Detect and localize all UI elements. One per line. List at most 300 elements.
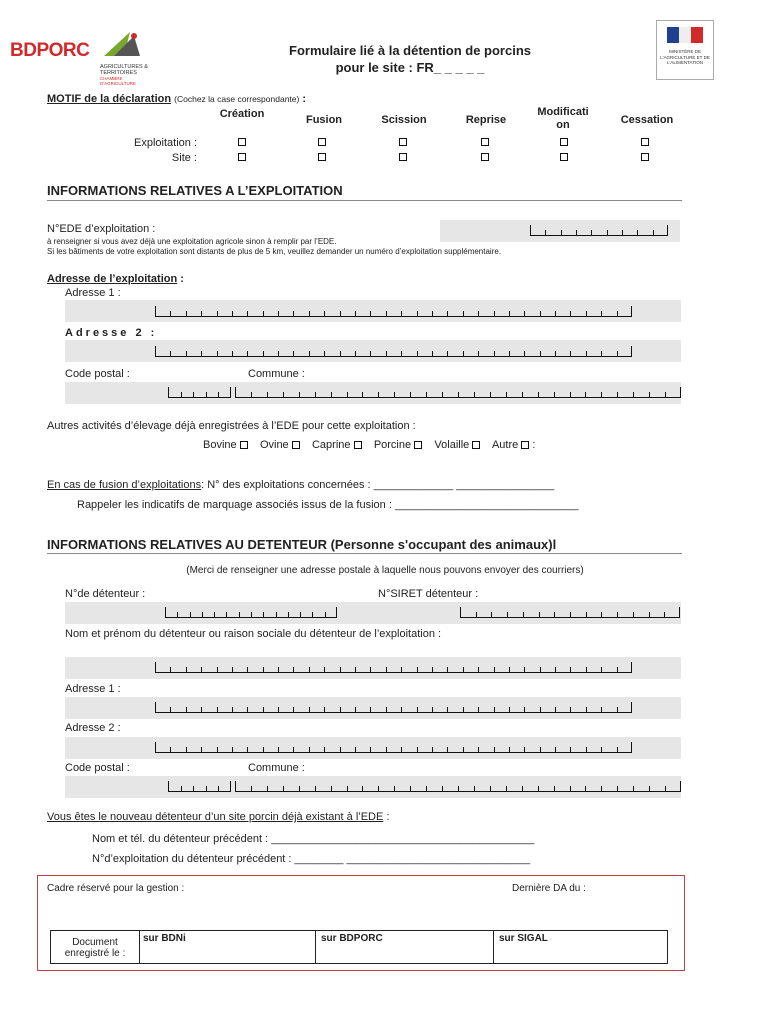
comb-tick [585,786,586,791]
comb-tick [680,387,681,397]
comb-tick [324,667,325,672]
comb-tick [617,747,618,752]
section-exploitation-rule [47,200,682,201]
comb-tick [263,351,264,356]
comb-tick [417,311,418,316]
comb-tick [263,311,264,316]
marking-line[interactable]: Rappeler les indicatifs de marquage associés issus de la fusion : ______________________________ [77,499,579,511]
comb-tick [347,392,348,397]
comb-tick [386,311,387,316]
comb-tick [278,707,279,712]
comb-tick [263,612,264,617]
comb-tick [347,786,348,791]
comb-tick [617,786,618,791]
comb-tick [426,392,427,397]
comb-tick [601,351,602,356]
comb-tick [201,747,202,752]
comb-tick [474,786,475,791]
previous-holder-number[interactable]: N°d’exploitation du détenteur précédent : ________ ______________________________ [92,853,531,865]
comb-tick [637,230,638,235]
comb-tick [601,612,602,617]
checkbox-site-cessation[interactable] [641,153,649,161]
ede-number-input[interactable] [530,225,668,236]
comb-tick [570,667,571,672]
checkbox-porcine[interactable] [414,441,422,449]
comb-tick [155,306,156,316]
comb-tick [214,612,215,617]
comb-tick [263,667,264,672]
species-autre-label: Autre [491,439,519,451]
checkbox-exploitation-fusion[interactable] [318,138,326,146]
species-ovine-label: Ovine [259,439,289,451]
page-title-line2: pour le site : FR_ _ _ _ _ [335,60,485,75]
comb-tick [490,786,491,791]
comb-tick [447,311,448,316]
comb-tick [540,351,541,356]
comb-tick [394,786,395,791]
comb-tick [506,392,507,397]
comb-tick [293,747,294,752]
comb-tick [201,351,202,356]
previous-holder-name[interactable]: Nom et tél. du détenteur précédent : ___________________________________________ [92,833,535,845]
comb-tick [247,707,248,712]
comb-tick [633,786,634,791]
comb-tick [622,230,623,235]
bdporc-logo-text: BDPORC [10,40,90,61]
comb-tick [217,707,218,712]
other-activities-label: Autres activités d’élevage déjà enregistrées à l’EDE pour cette exploitation : [47,420,416,432]
comb-tick [288,612,289,617]
comb-tick [155,346,156,356]
comb-tick [432,747,433,752]
comb-tick [386,707,387,712]
comb-tick [664,612,665,617]
species-autre[interactable] [492,439,535,451]
comb-tick [362,786,363,791]
comb-tick [340,351,341,356]
comb-tick [554,392,555,397]
comb-tick [631,742,632,752]
comb-tick [442,392,443,397]
comb-tick [586,707,587,712]
address1-label: Adresse 1 : [65,287,121,299]
comb-tick [309,311,310,316]
comb-tick [278,747,279,752]
comb-tick [570,612,571,617]
species-volaille-label: Volaille [434,439,470,451]
checkbox-ovine[interactable] [292,441,300,449]
comb-tick [293,311,294,316]
comb-tick [494,747,495,752]
commune-label: Commune : [248,368,305,380]
comb-tick [324,351,325,356]
comb-tick [530,225,531,235]
comb-tick [401,747,402,752]
comb-tick [432,351,433,356]
comb-tick [168,387,169,397]
comb-tick [538,786,539,791]
comb-tick [370,667,371,672]
comb-tick [201,667,202,672]
holder-postal-input[interactable] [168,781,231,792]
comb-tick [378,786,379,791]
registration-divider-1 [315,931,316,963]
new-holder-label: Vous êtes le nouveau détenteur d’un site porcin déjà existant à l’EDE [47,811,384,823]
comb-tick [267,392,268,397]
comb-tick [631,346,632,356]
motif-hint: (Cochez la case correspondante) [174,94,300,104]
comb-tick [417,351,418,356]
comb-tick [540,667,541,672]
comb-tick [336,607,337,617]
motif-col-creation: Création [219,108,265,120]
motif-col-cessation: Cessation [620,114,674,126]
comb-tick [278,351,279,356]
postal-code-input[interactable] [168,387,231,398]
checkbox-exploitation-reprise[interactable] [481,138,489,146]
comb-tick [386,667,387,672]
comb-tick [340,707,341,712]
registration-doc-label-1: Document [72,937,118,948]
ede-note-1: à renseigner si vous avez déjà une exploitation agricole sinon à remplir par l’EDE. [47,237,337,246]
comb-tick [458,786,459,791]
holder-name-label: Nom et prénom du détenteur ou raison sociale du détenteur de l’exploitation : [65,628,442,640]
comb-tick [570,392,571,397]
comb-tick [554,786,555,791]
holder-address2-input[interactable] [155,742,632,753]
fusion-label: En cas de fusion d’exploitations [47,479,202,491]
agriculture-logo-sub: CHAMBRE D'AGRICULTURE [100,76,137,86]
agriculture-leaf-icon [100,28,156,58]
species-bovine[interactable] [203,439,248,451]
comb-tick [155,702,156,712]
checkbox-exploitation-creation[interactable] [238,138,246,146]
species-row [203,439,535,451]
comb-tick [474,392,475,397]
comb-tick [386,747,387,752]
comb-tick [165,607,166,617]
comb-tick [201,311,202,316]
comb-tick [324,747,325,752]
comb-tick [539,612,540,617]
comb-tick [586,311,587,316]
comb-tick [478,667,479,672]
comb-tick [202,612,203,617]
comb-tick [586,667,587,672]
comb-tick [463,667,464,672]
comb-tick [601,747,602,752]
comb-tick [570,311,571,316]
address-title-colon: : [180,273,184,285]
comb-tick [555,667,556,672]
comb-tick [278,667,279,672]
comb-tick [251,392,252,397]
comb-tick [555,351,556,356]
french-flag-icon [667,27,703,43]
comb-tick [340,311,341,316]
comb-tick [509,747,510,752]
comb-tick [190,612,191,617]
comb-tick [168,781,169,791]
comb-tick [585,392,586,397]
species-caprine[interactable] [312,439,362,451]
comb-tick [218,392,219,397]
section-exploitation-title: INFORMATIONS RELATIVES A L’EXPLOITATION [47,183,343,198]
motif-col-fusion: Fusion [305,114,343,126]
comb-tick [617,351,618,356]
comb-tick [217,747,218,752]
motif-header [47,93,306,105]
checkbox-site-fusion[interactable] [318,153,326,161]
comb-tick [617,707,618,712]
species-caprine-label: Caprine [311,439,351,451]
comb-tick [649,392,650,397]
comb-tick [355,667,356,672]
address2-label: Adresse 2 : [65,327,158,339]
comb-tick [293,707,294,712]
holder-address1-label: Adresse 1 : [65,683,121,695]
motif-row-site: Site : [171,152,197,164]
fusion-line [47,479,554,491]
comb-tick [263,747,264,752]
comb-tick [355,351,356,356]
comb-tick [555,747,556,752]
comb-tick [555,311,556,316]
comb-tick [410,786,411,791]
comb-tick [523,612,524,617]
comb-tick [524,707,525,712]
species-volaille[interactable] [434,439,480,451]
comb-tick [340,667,341,672]
comb-tick [478,707,479,712]
comb-tick [679,607,680,617]
comb-tick [463,351,464,356]
comb-tick [601,311,602,316]
comb-tick [447,707,448,712]
comb-tick [325,612,326,617]
comb-tick [355,747,356,752]
comb-tick [217,351,218,356]
government-logo-text: MINISTÈRE DE L'AGRICULTURE ET DE L'ALIMENTATION [660,49,710,65]
comb-tick [432,311,433,316]
comb-tick [447,351,448,356]
comb-tick [476,612,477,617]
comb-tick [617,311,618,316]
comb-tick [186,351,187,356]
comb-tick [509,707,510,712]
comb-tick [186,707,187,712]
holder-name-input[interactable] [155,662,632,673]
comb-tick [442,786,443,791]
holder-commune-input[interactable] [235,781,681,792]
siret-label: N°SIRET détenteur : [378,588,479,600]
comb-tick [458,392,459,397]
address1-input[interactable] [155,306,632,317]
checkbox-site-reprise[interactable] [481,153,489,161]
comb-tick [463,747,464,752]
comb-tick [232,747,233,752]
comb-tick [601,707,602,712]
comb-tick [561,230,562,235]
comb-tick [309,747,310,752]
agriculture-logo [100,28,156,86]
comb-tick [283,786,284,791]
commune-input[interactable] [235,387,681,398]
registration-doc-label-2: enregistré le : [64,948,126,959]
siret-input[interactable] [460,607,680,618]
comb-tick [394,392,395,397]
checkbox-volaille[interactable] [472,441,480,449]
comb-tick [324,707,325,712]
comb-tick [586,351,587,356]
comb-tick [570,786,571,791]
comb-tick [355,311,356,316]
ede-note-2: Si les bâtiments de votre exploitation sont distants de plus de 5 km, veuillez demander un numéro d’exploitation supplémentaire. [47,247,502,256]
detenteur-note: (Merci de renseigner une adresse postale à laquelle nous pouvons envoyer des courriers) [186,565,584,576]
registration-col-bdni: sur BDNi [143,933,186,944]
comb-tick [293,667,294,672]
comb-tick [494,351,495,356]
checkbox-exploitation-scission[interactable] [399,138,407,146]
comb-tick [186,311,187,316]
comb-tick [232,311,233,316]
comb-tick [331,392,332,397]
comb-tick [417,707,418,712]
bdporc-logo [10,40,90,68]
comb-tick [617,667,618,672]
agriculture-logo-text: AGRICULTURES & TERRITOIRES [100,64,148,76]
comb-tick [276,612,277,617]
comb-tick [631,662,632,672]
holder-address2-label: Adresse 2 : [65,722,121,734]
registration-col-sigal: sur SIGAL [499,933,548,944]
comb-tick [247,747,248,752]
comb-tick [494,707,495,712]
registration-table [50,930,668,964]
checkbox-site-creation[interactable] [238,153,246,161]
motif-col-modification: Modificati on [537,106,589,131]
comb-tick [401,351,402,356]
comb-tick [315,786,316,791]
comb-tick [524,747,525,752]
comb-tick [601,786,602,791]
species-bovine-label: Bovine [203,439,237,451]
comb-tick [263,707,264,712]
registration-doc-label [51,931,140,963]
comb-tick [401,667,402,672]
comb-tick [432,707,433,712]
checkbox-site-scission[interactable] [399,153,407,161]
comb-tick [478,747,479,752]
comb-tick [293,351,294,356]
comb-tick [340,747,341,752]
comb-tick [226,612,227,617]
registration-col-bdporc: sur BDPORC [321,933,383,944]
comb-tick [312,612,313,617]
comb-tick [491,612,492,617]
comb-tick [324,311,325,316]
species-porcine-label: Porcine [373,439,412,451]
holder-postal-label: Code postal : [65,762,130,774]
comb-tick [299,392,300,397]
comb-tick [509,667,510,672]
checkbox-exploitation-cessation[interactable] [641,138,649,146]
comb-tick [631,702,632,712]
motif-colon: : [302,93,307,105]
species-ovine[interactable] [260,439,300,451]
checkbox-autre[interactable] [521,441,529,449]
holder-address1-input[interactable] [155,702,632,713]
comb-tick [355,707,356,712]
checkbox-bovine[interactable] [240,441,248,449]
comb-tick [247,351,248,356]
comb-tick [235,387,236,397]
fusion-text[interactable]: : N° des exploitations concernées : _____________ ________________ [201,479,555,491]
comb-tick [586,612,587,617]
comb-tick [230,387,231,397]
government-logo [656,20,714,80]
comb-tick [524,311,525,316]
comb-tick [555,707,556,712]
comb-tick [540,747,541,752]
comb-tick [617,392,618,397]
comb-tick [591,230,592,235]
comb-tick [506,786,507,791]
comb-tick [509,311,510,316]
comb-tick [463,311,464,316]
motif-col-scission: Scission [381,114,427,126]
comb-tick [509,351,510,356]
comb-tick [631,306,632,316]
comb-tick [239,612,240,617]
checkbox-caprine[interactable] [354,441,362,449]
detenteur-number-input[interactable] [165,607,337,618]
comb-tick [217,311,218,316]
comb-tick [177,612,178,617]
comb-tick [478,351,479,356]
address2-input[interactable] [155,346,632,357]
comb-tick [370,747,371,752]
comb-tick [447,667,448,672]
comb-tick [170,707,171,712]
species-suffix: : [532,439,536,451]
comb-tick [278,311,279,316]
comb-tick [649,612,650,617]
checkbox-exploitation-modification[interactable] [560,138,568,146]
comb-tick [607,230,608,235]
comb-tick [315,392,316,397]
species-porcine[interactable] [374,439,422,451]
comb-tick [251,786,252,791]
checkbox-site-modification[interactable] [560,153,568,161]
comb-tick [299,786,300,791]
address-title [47,273,184,285]
comb-tick [463,707,464,712]
comb-tick [181,786,182,791]
comb-tick [206,392,207,397]
comb-tick [309,707,310,712]
detenteur-number-label: N°de détenteur : [65,588,146,600]
comb-tick [649,786,650,791]
comb-tick [522,392,523,397]
comb-tick [283,392,284,397]
comb-tick [570,351,571,356]
comb-tick [232,667,233,672]
comb-tick [570,707,571,712]
comb-tick [155,742,156,752]
comb-tick [251,612,252,617]
management-label: Cadre réservé pour la gestion : [47,883,185,894]
